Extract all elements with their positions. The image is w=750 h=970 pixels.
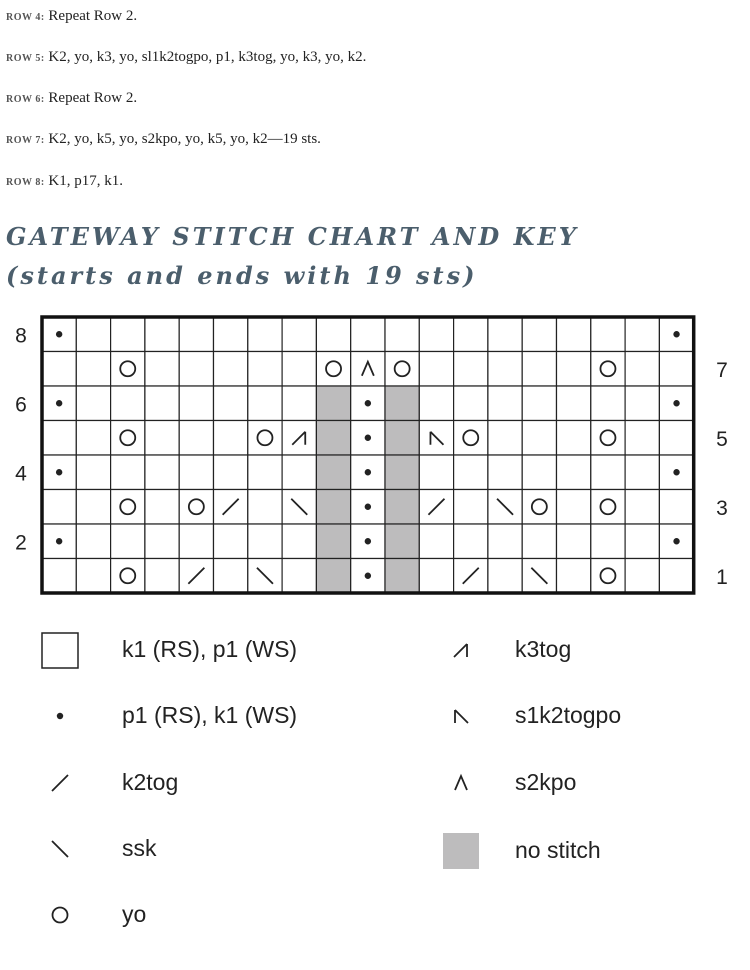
chart-cell: [282, 559, 316, 594]
instruction-row-6: ROW 6: Repeat Row 2.: [6, 90, 138, 106]
chart-cell: [111, 317, 145, 352]
chart-cell: [591, 386, 625, 421]
chart-cell: [385, 524, 419, 559]
chart-symbol-p: [365, 573, 371, 579]
chart-symbol-p: [56, 400, 62, 406]
chart-cell: [214, 421, 248, 456]
chart-cell: [145, 455, 179, 490]
chart-cell: [419, 317, 453, 352]
chart-cell: [522, 317, 556, 352]
chart-symbol-p: [56, 331, 62, 337]
key-symbol-s2kpo: [455, 776, 467, 790]
chart-cell: [111, 559, 145, 594]
row-number: 5: [716, 427, 728, 451]
chart-cell: [111, 455, 145, 490]
instruction-row-4: ROW 4: Repeat Row 2.: [6, 8, 138, 24]
chart-cell: [454, 352, 488, 387]
chart-cell: [316, 386, 350, 421]
key-label-s1k2togpo: s1k2togpo: [515, 702, 622, 728]
key-symbol-s1k2togpo: [455, 710, 468, 723]
chart-cell: [214, 352, 248, 387]
chart-cell: [625, 386, 659, 421]
chart-cell: [659, 490, 693, 525]
chart-cell: [419, 386, 453, 421]
chart-cell: [591, 317, 625, 352]
chart-cell: [522, 455, 556, 490]
row-number: 6: [15, 393, 27, 417]
chart-cell: [179, 317, 213, 352]
chart-cell: [248, 421, 282, 456]
key-symbol-yo: [53, 908, 68, 923]
chart-cell: [385, 352, 419, 387]
chart-cell: [557, 559, 591, 594]
chart-cell: [145, 490, 179, 525]
key-symbol-ssk: [52, 841, 68, 857]
chart-cell: [557, 421, 591, 456]
chart-cell: [282, 455, 316, 490]
chart-cell: [488, 352, 522, 387]
chart-symbol-p: [673, 331, 679, 337]
chart-cell: [385, 317, 419, 352]
chart-symbol-p: [365, 504, 371, 510]
chart-cell: [522, 524, 556, 559]
chart-cell: [111, 352, 145, 387]
chart-cell: [557, 524, 591, 559]
key-symbol-ns: [443, 833, 479, 869]
chart-cell: [659, 352, 693, 387]
chart-cell: [76, 455, 110, 490]
chart-cell: [625, 559, 659, 594]
chart-cell: [385, 455, 419, 490]
instruction-row-5: ROW 5: K2, yo, k3, yo, sl1k2togpo, p1, k3tog, yo, k3, yo, k2.: [6, 49, 367, 65]
chart-cell: [557, 386, 591, 421]
chart-cell: [179, 524, 213, 559]
chart-cell: [454, 421, 488, 456]
chart-cell: [248, 317, 282, 352]
chart-cell: [385, 421, 419, 456]
chart-symbol-p: [56, 538, 62, 544]
chart-cell: [385, 386, 419, 421]
chart-heading: GATEWAY STITCH CHART AND KEY: [6, 222, 579, 251]
chart-cell: [419, 352, 453, 387]
chart-cell: [591, 490, 625, 525]
chart-cell: [145, 559, 179, 594]
chart-symbol-p: [365, 469, 371, 475]
chart-cell: [76, 524, 110, 559]
chart-cell: [76, 559, 110, 594]
chart-cell: [454, 524, 488, 559]
chart-cell: [248, 386, 282, 421]
chart-cell: [557, 352, 591, 387]
chart-cell: [488, 386, 522, 421]
chart-cell: [282, 524, 316, 559]
chart-cell: [522, 490, 556, 525]
chart-cell: [316, 559, 350, 594]
chart-cell: [282, 386, 316, 421]
chart-cell: [282, 317, 316, 352]
chart-cell: [419, 524, 453, 559]
chart-cell: [557, 455, 591, 490]
row-number: 2: [15, 531, 27, 555]
chart-cell: [214, 455, 248, 490]
chart-cell: [179, 352, 213, 387]
row-number: 1: [716, 565, 728, 589]
chart-cell: [488, 317, 522, 352]
chart-cell: [76, 421, 110, 456]
chart-cell: [214, 317, 248, 352]
chart-cell: [111, 421, 145, 456]
chart-cell: [557, 490, 591, 525]
chart-cell: [659, 421, 693, 456]
chart-cell: [488, 559, 522, 594]
chart-cell: [179, 386, 213, 421]
chart-cell: [591, 559, 625, 594]
chart-cell: [557, 317, 591, 352]
chart-cell: [42, 490, 76, 525]
chart-cell: [625, 524, 659, 559]
chart-cell: [282, 352, 316, 387]
chart-symbol-p: [365, 435, 371, 441]
chart-subheading: (starts and ends with 19 sts): [6, 261, 478, 290]
chart-cell: [179, 490, 213, 525]
chart-cell: [248, 455, 282, 490]
chart-cell: [76, 317, 110, 352]
chart-cell: [625, 352, 659, 387]
chart-cell: [179, 421, 213, 456]
chart-cell: [145, 386, 179, 421]
chart-symbol-p: [673, 469, 679, 475]
chart-cell: [42, 352, 76, 387]
chart-cell: [214, 524, 248, 559]
chart-cell: [591, 455, 625, 490]
key-label-k3tog: k3tog: [515, 636, 572, 662]
chart-cell: [522, 421, 556, 456]
chart-cell: [179, 455, 213, 490]
chart-cell: [454, 490, 488, 525]
chart-cell: [214, 559, 248, 594]
chart-cell: [248, 490, 282, 525]
chart-cell: [316, 490, 350, 525]
row-number: 4: [15, 462, 27, 486]
chart-cell: [145, 524, 179, 559]
chart-cell: [625, 455, 659, 490]
chart-cell: [625, 317, 659, 352]
chart-cell: [385, 490, 419, 525]
chart-cell: [591, 352, 625, 387]
chart-cell: [419, 559, 453, 594]
chart-cell: [659, 559, 693, 594]
row-number: 8: [15, 324, 27, 348]
chart-cell: [488, 524, 522, 559]
key-label-knit: k1 (RS), p1 (WS): [122, 636, 298, 662]
chart-cell: [419, 455, 453, 490]
chart-cell: [591, 524, 625, 559]
chart-cell: [625, 421, 659, 456]
chart-cell: [145, 421, 179, 456]
key-symbol-k: [42, 633, 78, 668]
chart-cell: [316, 524, 350, 559]
chart-cell: [76, 386, 110, 421]
chart-key: [0, 620, 750, 960]
chart-cell: [522, 352, 556, 387]
row-number: 7: [716, 358, 728, 382]
chart-cell: [111, 524, 145, 559]
chart-cell: [488, 455, 522, 490]
chart-cell: [316, 352, 350, 387]
key-label-no-stitch: no stitch: [515, 837, 601, 863]
chart-symbol-p: [56, 469, 62, 475]
key-symbol-p: [57, 713, 63, 719]
chart-cell: [316, 421, 350, 456]
chart-cell: [145, 317, 179, 352]
key-label-yo: yo: [122, 901, 147, 927]
chart-cell: [42, 421, 76, 456]
chart-cell: [454, 386, 488, 421]
key-label-k2tog: k2tog: [122, 769, 179, 795]
chart-cell: [214, 386, 248, 421]
key-label-s2kpo: s2kpo: [515, 769, 577, 795]
chart-cell: [76, 352, 110, 387]
key-label-ssk: ssk: [122, 835, 157, 861]
chart-cell: [454, 317, 488, 352]
chart-cell: [488, 421, 522, 456]
chart-cell: [316, 455, 350, 490]
chart-symbol-p: [673, 400, 679, 406]
chart-cell: [111, 386, 145, 421]
key-symbol-k3tog: [454, 644, 467, 657]
chart-cell: [145, 352, 179, 387]
chart-cell: [316, 317, 350, 352]
chart-symbol-p: [365, 538, 371, 544]
chart-cell: [385, 559, 419, 594]
chart-cell: [591, 421, 625, 456]
chart-cell: [522, 386, 556, 421]
chart-cell: [454, 455, 488, 490]
chart-cell: [111, 490, 145, 525]
stitch-chart: [0, 300, 750, 600]
chart-symbol-p: [365, 400, 371, 406]
chart-symbol-p: [673, 538, 679, 544]
instruction-row-7: ROW 7: K2, yo, k5, yo, s2kpo, yo, k5, yo, k2—19 sts.: [6, 131, 321, 147]
row-number: 3: [716, 496, 728, 520]
chart-cell: [351, 352, 385, 387]
chart-cell: [42, 559, 76, 594]
chart-cell: [76, 490, 110, 525]
chart-cell: [248, 524, 282, 559]
instruction-row-8: ROW 8: K1, p17, k1.: [6, 173, 123, 189]
chart-cell: [351, 317, 385, 352]
chart-cell: [248, 352, 282, 387]
chart-cell: [625, 490, 659, 525]
key-symbol-k2tog: [52, 775, 68, 791]
key-label-purl: p1 (RS), k1 (WS): [122, 702, 298, 728]
